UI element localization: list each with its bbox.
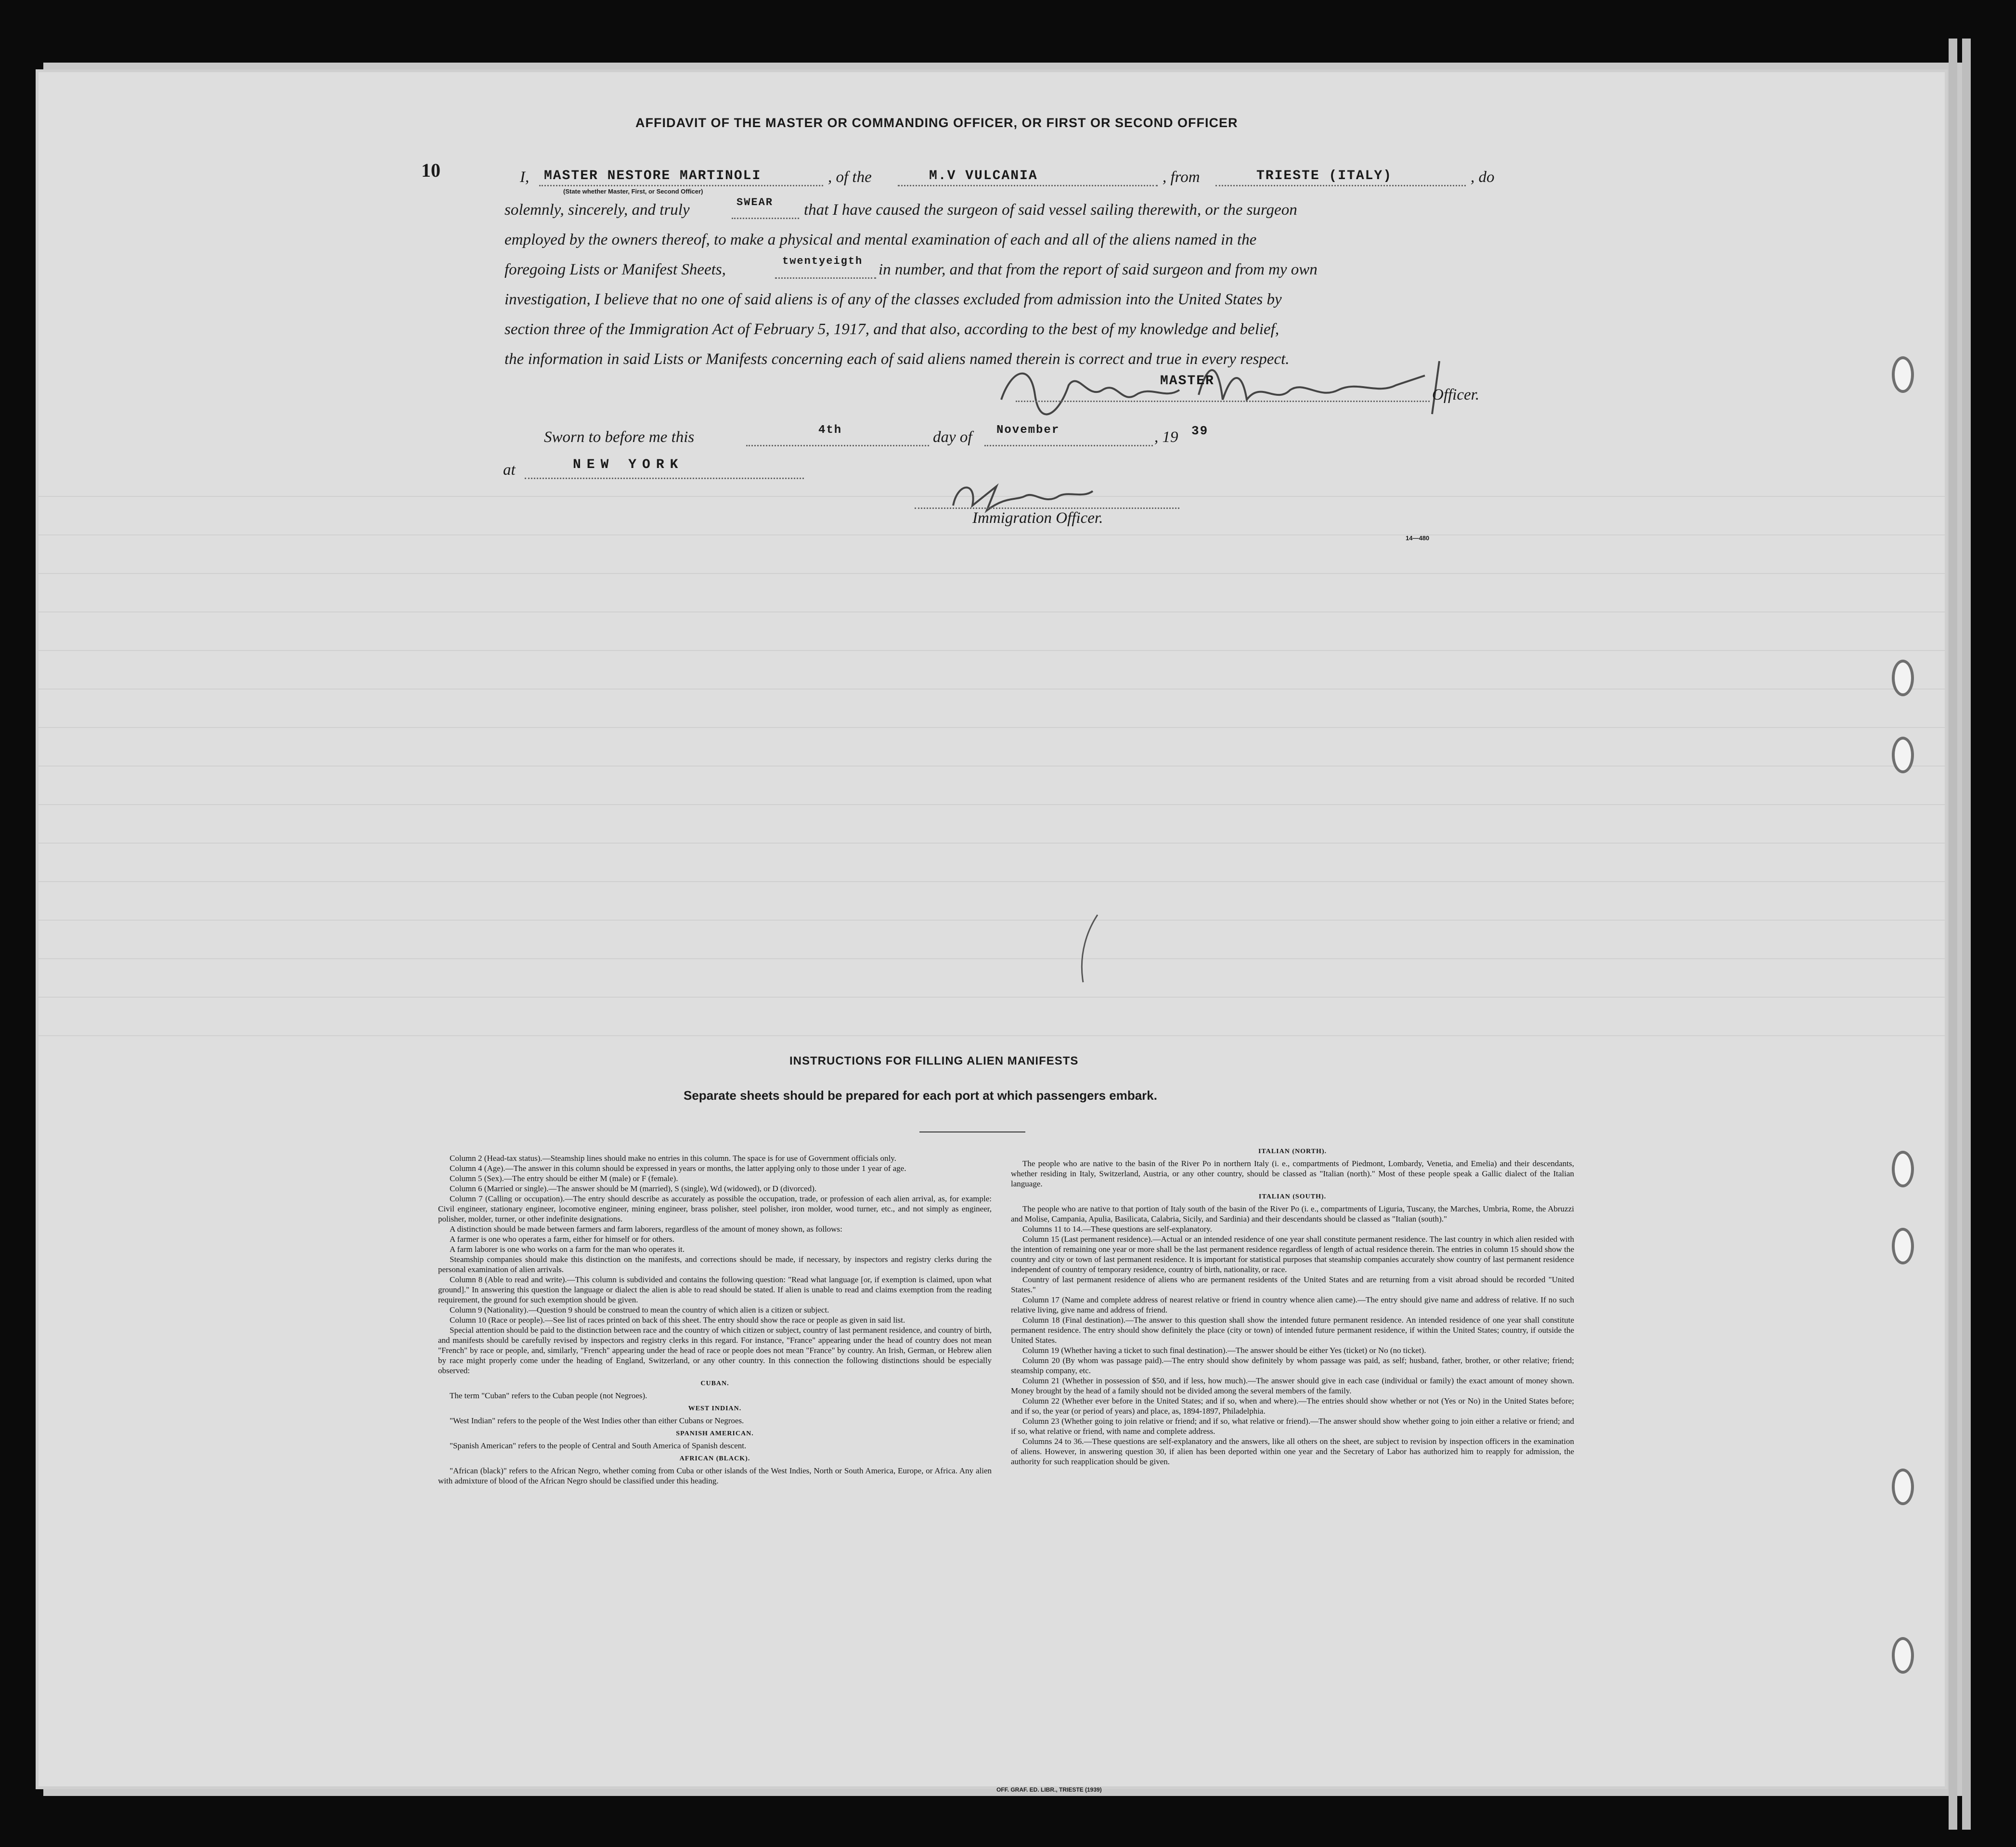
page-edge [1949, 39, 1957, 1830]
affidavit-text: in number, and that from the report of said surgeon and from my own [879, 261, 1318, 278]
instruction-paragraph: Column 4 (Age).—The answer in this column should be expressed in years or months, the latter applying only to those under 1 year of age. [450, 1164, 906, 1173]
affidavit-text: that I have caused the surgeon of said vessel sailing therewith, or the surgeon [804, 201, 1297, 219]
bleed-line [39, 611, 1945, 612]
departure-port: TRIESTE (ITALY) [1256, 169, 1393, 183]
african-text: "African (black)" refers to the African Negro, whether coming from Cuba or other islands of the West Indies, North or South America, Europe, or Africa. Any alien with admixture of blood of the African Negro should be classified under this heading. [438, 1466, 992, 1485]
oath-type: SWEAR [737, 196, 774, 208]
master-signature [992, 342, 1454, 429]
affidavit-text: foregoing Lists or Manifest Sheets, [504, 261, 726, 278]
instruction-paragraph: A distinction should be made between farmers and farm laborers, regardless of the amount of money shown, as follows: [450, 1224, 842, 1234]
officer-name: MASTER NESTORE MARTINOLI [544, 169, 762, 183]
officer-note: (State whether Master, First, or Second Officer) [563, 188, 703, 195]
bleed-line [39, 766, 1945, 767]
sworn-month: November [996, 424, 1060, 437]
instruction-paragraph: Column 17 (Name and complete address of nearest relative or friend in country whence alien came).—The entry should give name and address of relative. If no such relative living, give name and address of friend. [1011, 1295, 1574, 1314]
instruction-paragraph: Column 15 (Last permanent residence).—Actual or an intended residence of one year shall constitute permanent residence. The last country in which alien resided with the intention of remaining one year or more shall be the last permanent residence regardless of length of actual residence therein. The entries in column 15 should show the country and city or town of last permanent residence. It is important for statistical purposes that steamship companies accurately show country of last permanent residence independent of country of temporary residence, country of birth, nationality, or race. [1011, 1235, 1574, 1274]
affidavit-text: solemnly, sincerely, and truly [504, 201, 690, 219]
dotted-line [525, 478, 804, 479]
dotted-line [1215, 185, 1466, 186]
bleed-line [39, 958, 1945, 959]
affidavit-heading: AFFIDAVIT OF THE MASTER OR COMMANDING OFFICER, OR FIRST OR SECOND OFFICER [635, 116, 1238, 130]
instruction-paragraph: Column 18 (Final destination).—The answer to this question shall show the intended future permanent residence. An intended residence of one year shall constitute permanent residence. The entry should show definitely the place (city or town) of intended future permanent residence, if within the United States; country, if outside the United States. [1011, 1315, 1574, 1345]
bleed-line [39, 920, 1945, 921]
bleed-line [39, 727, 1945, 728]
binder-hole [1892, 737, 1914, 773]
affidavit-text: Sworn to before me this [544, 429, 695, 446]
instruction-paragraph: Columns 24 to 36.—These questions are self-explanatory and the answers, like all others on the sheet, are subject to revision by inspection officers in the examination of aliens. However, in answering question 30, if alien has been deported within one year and the Secretary of Labor has authorized him to reapply for admission, the authority for such reapplication should be given. [1011, 1437, 1574, 1466]
bleed-line [39, 534, 1945, 535]
instruction-paragraph: Column 19 (Whether having a ticket to such final destination).—The answer should be either Yes (ticket) or No (no ticket). [1022, 1346, 1426, 1355]
affidavit-text: at [503, 461, 516, 479]
dotted-line [915, 507, 1179, 509]
bleed-line [39, 650, 1945, 651]
italian-north-heading: ITALIAN (NORTH). [1258, 1148, 1327, 1155]
affidavit-text: , of the [828, 169, 872, 186]
instruction-paragraph: Column 5 (Sex).—The entry should be either M (male) or F (female). [450, 1174, 678, 1183]
instruction-paragraph: A farm laborer is one who works on a farm for the man who operates it. [450, 1245, 685, 1254]
bleed-line [39, 573, 1945, 574]
west-indian-text: "West Indian" refers to the people of the West Indies other than either Cubans or Negroes. [450, 1416, 744, 1425]
instruction-paragraph: Country of last permanent residence of aliens who are permanent residents of the United States and are returning from a visit abroad should be recorded "United States." [1011, 1275, 1574, 1294]
instruction-paragraph: Column 9 (Nationality).—Question 9 should be construed to mean the country of which alien is a citizen or subject. [450, 1305, 829, 1314]
page-mark: 10 [421, 159, 440, 181]
binder-hole [1892, 1151, 1914, 1187]
affidavit-text: the information in said Lists or Manifests concerning each of said aliens named therein is correct and true in every respect. [504, 351, 1290, 368]
dotted-line [898, 185, 1158, 186]
binder-hole [1892, 1469, 1914, 1505]
officer-label: Officer. [1432, 386, 1480, 403]
dotted-line [539, 185, 823, 186]
bleed-line [39, 804, 1945, 805]
spanish-american-heading: SPANISH AMERICAN. [676, 1430, 754, 1437]
sheet-count: twentyeigth [782, 255, 863, 267]
instruction-paragraph: Column 21 (Whether in possession of $50, and if less, how much).—The answer should give in each case (individual or family) the exact amount of money shown. Money brought by the head of a family should not be divided among the several members of the family. [1011, 1376, 1574, 1395]
bleed-line [39, 1035, 1945, 1036]
sworn-day: 4th [818, 424, 842, 437]
dotted-line [732, 218, 799, 219]
binder-hole [1892, 1228, 1914, 1264]
affidavit-text: , do [1471, 169, 1495, 186]
instruction-paragraph: Columns 11 to 14.—These questions are self-explanatory. [1022, 1224, 1212, 1234]
instruction-paragraph: A farmer is one who operates a farm, either for himself or for others. [450, 1235, 674, 1244]
binder-hole [1892, 356, 1914, 393]
instructions-subheading: Separate sheets should be prepared for each port at which passengers embark. [684, 1088, 1157, 1103]
cuban-text: The term "Cuban" refers to the Cuban people (not Negroes). [450, 1391, 647, 1400]
instruction-paragraph: Column 7 (Calling or occupation).—The entry should describe as accurately as possible the occupation, trade, or profession of each alien arrival, as, for example: Civil engineer, stationary engineer, locomotive engineer, mining engineer, brass polisher, steel polisher, iron molder, wood turner, etc., and not simply as engineer, polisher, molder, turner, or other indefinite designations. [438, 1194, 992, 1223]
instructions-right-column [1011, 1144, 1574, 1467]
african-heading: AFRICAN (BLACK). [679, 1455, 750, 1462]
instructions-heading: INSTRUCTIONS FOR FILLING ALIEN MANIFESTS [789, 1054, 1079, 1067]
manifest-page [39, 72, 1945, 1793]
instruction-paragraph: Column 10 (Race or people).—See list of races printed on back of this sheet. The entry should show the race or people as given in said list. [450, 1315, 905, 1325]
immigration-officer-label: Immigration Officer. [972, 509, 1103, 527]
dotted-line [1016, 401, 1430, 402]
bleed-line [39, 997, 1945, 998]
affidavit-text: I, [520, 169, 530, 186]
officer-rank: MASTER [1160, 374, 1215, 389]
instruction-paragraph: Column 23 (Whether going to join relative or friend; and if so, what relative or friend).—The answer should show whether going to join either a relative or friend; and if so, what relative or friend, with name and complete address. [1011, 1417, 1574, 1436]
bleed-line [39, 881, 1945, 882]
pencil-mark [1073, 910, 1102, 987]
sworn-year: 39 [1191, 424, 1209, 438]
instruction-paragraph: Steamship companies should make this distinction on the manifests, and corrections should be made, if necessary, by inspectors and registry clerks during the personal examination of alien arrivals. [438, 1255, 992, 1274]
instruction-paragraph: Column 6 (Married or single).—The answer should be M (married), S (single), Wd (widowed), or D (divorced). [450, 1184, 817, 1193]
cuban-heading: CUBAN. [700, 1380, 729, 1387]
affidavit-text: employed by the owners thereof, to make a physical and mental examination of each and all of the aliens named in the [504, 231, 1257, 248]
bleed-line [39, 843, 1945, 844]
affidavit-text: day of [933, 429, 972, 446]
italian-south-heading: ITALIAN (SOUTH). [1258, 1193, 1327, 1200]
dotted-line [746, 445, 929, 446]
affidavit-text: investigation, I believe that no one of said aliens is of any of the classes excluded from admission into the United States by [504, 291, 1282, 308]
west-indian-heading: WEST INDIAN. [688, 1405, 742, 1412]
binder-hole [1892, 660, 1914, 696]
instructions-left-column [438, 1153, 992, 1486]
instruction-paragraph: Column 8 (Able to read and write).—This column is subdivided and contains the following question: "Read what language [or, if exemption is claimed, upon what ground]." In answering this question the language or dialect the alien is able to read should be stated. If alien is unable to read and claims exemption from the reading requirement, the ground for such exemption should be given. [438, 1275, 992, 1304]
italian-north-text: The people who are native to the basin of the River Po in northern Italy (i. e., compartments of Piedmont, Lombardy, Venetia, and Emelia) and their descendants, whether residing in Italy, Switzerland, Austria, or any other country, should be classed as "Italian (north)." Most of these people speak a Gallic dialect of the Italian language. [1011, 1159, 1574, 1188]
spanish-american-text: "Spanish American" refers to the people of Central and South America of Spanish descent. [450, 1441, 747, 1450]
page-edge [1962, 39, 1971, 1830]
instruction-paragraph: Column 2 (Head-tax status).—Steamship lines should make no entries in this column. The space is for use of Government officials only. [450, 1154, 896, 1163]
affidavit-text: , 19 [1154, 429, 1178, 446]
vessel-name: M.V VULCANIA [929, 169, 1038, 183]
instruction-paragraph: Column 22 (Whether ever before in the United States; and if so, when and where).—The entries should show whether or not (Yes or No) in the United States before; and if so, the year (or period of years) and place, as, 1894-1897, Philadelphia. [1011, 1396, 1574, 1416]
printer-line: OFF. GRAF. ED. LIBR., TRIESTE (1939) [996, 1786, 1102, 1793]
affidavit-text: section three of the Immigration Act of February 5, 1917, and that also, according to the best of my knowledge and belief, [504, 321, 1279, 338]
dotted-line [775, 277, 876, 279]
italian-south-text: The people who are native to that portion of Italy south of the basin of the River Po (i. e., compartments of Liguria, Tuscany, the Marches, Umbria, Rome, the Abruzzi and Molise, Campania, Apulia, Basilicata, Calabria, Sicily, and Sardinia) and their descendants should be classed as "Italian (south)." [1011, 1204, 1574, 1223]
sworn-place: NEW YORK [573, 457, 684, 472]
instruction-paragraph: Column 20 (By whom was passage paid).—The entry should show definitely by whom passage was paid, as self; husband, father, brother, or other relative; friend; steamship company, etc. [1011, 1356, 1574, 1375]
instruction-paragraph: Special attention should be paid to the distinction between race and the country of which citizen or subject, country of last permanent residence, and country of birth, and manifests should be carefully revised by inspectors and registry clerks in this regard. For instance, "France" appearing under the head of country does not mean "French" by race or people, and, similarly, "French" appearing under the head of race or people does not mean "France" by country. An Irish, German, or Hebrew alien by race might properly come under the heading of England, Switzerland, or any other country. In this connection the following distinctions should be especially observed: [438, 1326, 992, 1375]
dotted-line [984, 445, 1153, 446]
affidavit-text: , from [1163, 169, 1200, 186]
binder-hole [1892, 1637, 1914, 1674]
form-number: 14—480 [1406, 534, 1430, 542]
